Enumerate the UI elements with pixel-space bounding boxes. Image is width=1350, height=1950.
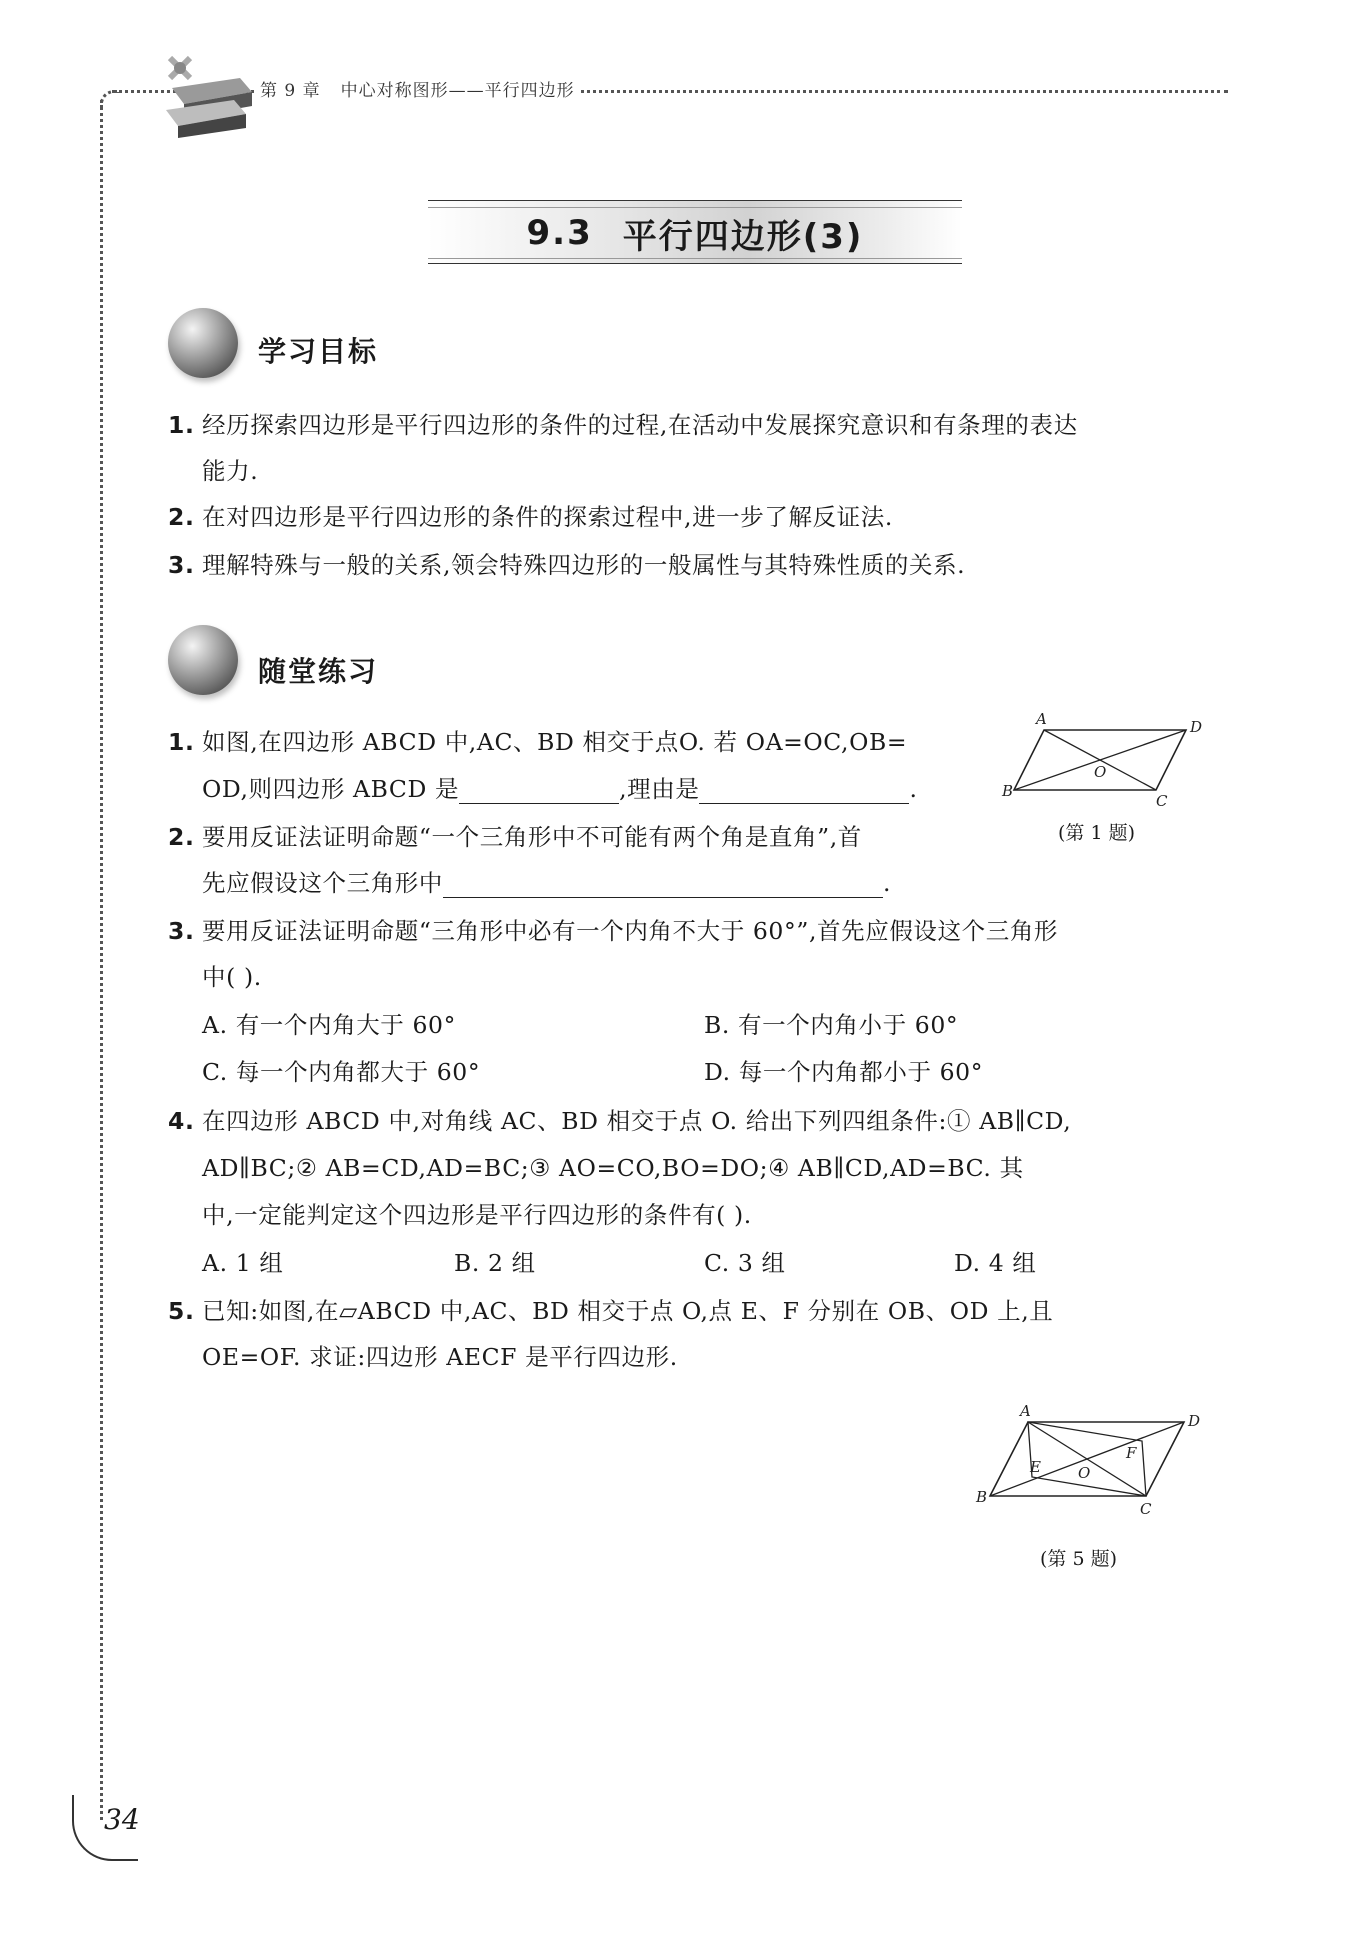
practice-heading: 随堂练习 (258, 655, 379, 688)
fig1-label-b: B (1002, 782, 1014, 800)
figure-5-caption: (第 5 题) (1040, 1548, 1117, 1570)
q3-line-1: 3. 要用反证法证明命题“三角形中必有一个内角不大于 60°”,首先应假设这个三角形 (168, 917, 1059, 945)
q4-option-d: D. 4 组 (954, 1249, 1037, 1277)
goal-item-3: 3. 理解特殊与一般的关系,领会特殊四边形的一般属性与其特殊性质的关系. (168, 551, 966, 579)
fig1-label-c: C (1156, 792, 1168, 808)
goal-item-2: 2. 在对四边形是平行四边形的条件的探索过程中,进一步了解反证法. (168, 503, 893, 531)
q4-option-c: C. 3 组 (704, 1249, 786, 1277)
q1-line-2: OD,则四边形 ABCD 是 ,理由是 . (202, 775, 918, 803)
fig5-label-d: D (1188, 1412, 1201, 1430)
q3-option-d: D. 每一个内角都小于 60° (704, 1058, 984, 1086)
page-number: 34 (72, 1795, 138, 1861)
fig5-label-o: O (1078, 1464, 1091, 1482)
q5-line-1: 5. 已知:如图,在▱ABCD 中,AC、BD 相交于点 O,点 E、F 分别在 OB、OD 上,且 (168, 1297, 1054, 1325)
fig1-label-o: O (1094, 763, 1107, 781)
q4-line-3: 中,一定能判定这个四边形是平行四边形的条件有( ). (202, 1201, 752, 1229)
q4-line-2: AD∥BC;② AB=CD,AD=BC;③ AO=CO,BO=DO;④ AB∥CD,AD=BC. 其 (202, 1154, 1024, 1182)
section-name: 平行四边形(3) (622, 216, 864, 257)
fig5-label-a: A (1020, 1402, 1031, 1420)
goals-heading: 学习目标 (258, 335, 379, 368)
fig5-label-b: B (976, 1488, 988, 1506)
figure-5-parallelogram (966, 1400, 1216, 1520)
fig1-label-a: A (1036, 712, 1047, 728)
q1-blank-2[interactable] (699, 779, 909, 804)
q1-blank-1[interactable] (459, 779, 619, 804)
q5-line-2: OE=OF. 求证:四边形 AECF 是平行四边形. (202, 1343, 678, 1371)
goal-item-1-line-1: 1. 经历探索四边形是平行四边形的条件的过程,在活动中发展探究意识和有条理的表达 (168, 411, 1078, 439)
margin-dotted-line (100, 100, 103, 1820)
q2-blank[interactable] (443, 873, 883, 898)
q4-option-a: A. 1 组 (202, 1249, 284, 1277)
q3-option-a: A. 有一个内角大于 60° (202, 1011, 456, 1039)
header-title: 中心对称图形——平行四边形 (340, 81, 575, 101)
running-header (254, 76, 581, 101)
books-decoration-icon (150, 48, 260, 138)
header-chapter: 第 9 章 (260, 81, 321, 101)
q3-option-c: C. 每一个内角都大于 60° (202, 1058, 481, 1086)
fig5-label-e: E (1030, 1458, 1041, 1476)
globe-icon (168, 625, 238, 695)
q3-option-b: B. 有一个内角小于 60° (704, 1011, 959, 1039)
goal-item-1-line-2: 能力. (202, 457, 259, 485)
q2-line-2: 先应假设这个三角形中 . (202, 869, 892, 897)
figure-1-parallelogram (996, 712, 1216, 808)
q4-option-b: B. 2 组 (454, 1249, 536, 1277)
section-title-banner (428, 200, 962, 264)
fig5-label-c: C (1140, 1500, 1152, 1518)
fig1-label-d: D (1190, 718, 1203, 736)
q1-line-1: 1. 如图,在四边形 ABCD 中,AC、BD 相交于点O. 若 OA=OC,OB= (168, 728, 908, 756)
q4-line-1: 4. 在四边形 ABCD 中,对角线 AC、BD 相交于点 O. 给出下列四组条件:① AB∥CD, (168, 1107, 1072, 1135)
q2-line-1: 2. 要用反证法证明命题“一个三角形中不可能有两个角是直角”,首 (168, 823, 862, 851)
q3-line-2: 中( ). (202, 963, 262, 991)
fig5-label-f: F (1126, 1444, 1137, 1462)
figure-1-caption: (第 1 题) (1058, 822, 1135, 844)
section-number: 9.3 (526, 213, 593, 253)
globe-icon (168, 308, 238, 378)
